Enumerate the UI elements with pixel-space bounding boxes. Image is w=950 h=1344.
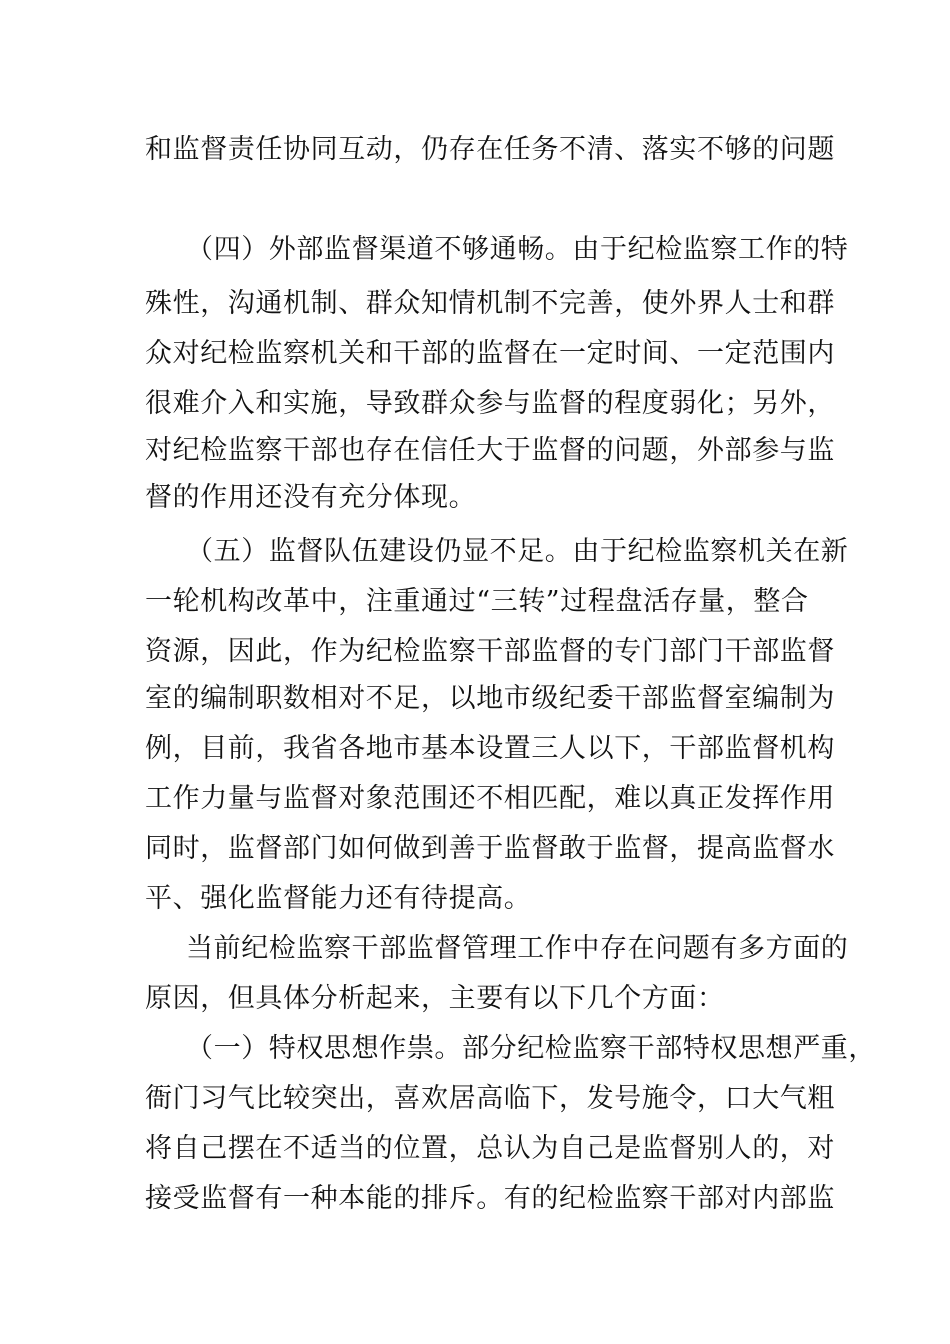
text-line-12: 例，目前，我省各地市基本设置三人以下，干部监督机构	[145, 733, 835, 764]
text-line-10: 资源，因此，作为纪检监察干部监督的专门部门干部监督	[145, 636, 835, 667]
text-line-21: 接受监督有一种本能的排斥。有的纪检监察干部对内部监	[145, 1183, 835, 1214]
text-line-16: 当前纪检监察干部监督管理工作中存在问题有多方面的	[186, 933, 849, 964]
text-line-15: 平、强化监督能力还有待提高。	[145, 883, 532, 914]
text-line-20: 将自己摆在不适当的位置，总认为自己是监督别人的，对	[145, 1133, 835, 1164]
text-line-4: 众对纪检监察机关和干部的监督在一定时间、一定范围内	[145, 338, 835, 369]
text-line-5: 很难介入和实施，导致群众参与监督的程度弱化；另外，	[145, 388, 835, 419]
text-line-8: （五）监督队伍建设仍显不足。由于纪检监察机关在新	[186, 536, 849, 567]
text-line-19: 衙门习气比较突出，喜欢居高临下，发号施令，口大气粗	[145, 1083, 835, 1114]
text-line-11: 室的编制职数相对不足，以地市级纪委干部监督室编制为	[145, 683, 835, 714]
text-line-14: 同时，监督部门如何做到善于监督敢于监督，提高监督水	[145, 833, 835, 864]
text-line-3: 殊性，沟通机制、群众知情机制不完善，使外界人士和群	[145, 288, 835, 319]
text-line-7: 督的作用还没有充分体现。	[145, 482, 477, 513]
text-line-13: 工作力量与监督对象范围还不相匹配，难以真正发挥作用	[145, 783, 835, 814]
text-line-18: （一）特权思想作祟。部分纪检监察干部特权思想严重，	[186, 1033, 876, 1064]
text-line-6: 对纪检监察干部也存在信任大于监督的问题，外部参与监	[145, 435, 835, 466]
text-line-17: 原因，但具体分析起来，主要有以下几个方面：	[145, 983, 725, 1014]
text-line-9: 一轮机构改革中，注重通过“三转”过程盘活存量，整合	[145, 586, 809, 617]
text-line-1: 和监督责任协同互动，仍存在任务不清、落实不够的问题	[145, 134, 835, 165]
text-line-2: （四）外部监督渠道不够通畅。由于纪检监察工作的特	[186, 234, 849, 265]
